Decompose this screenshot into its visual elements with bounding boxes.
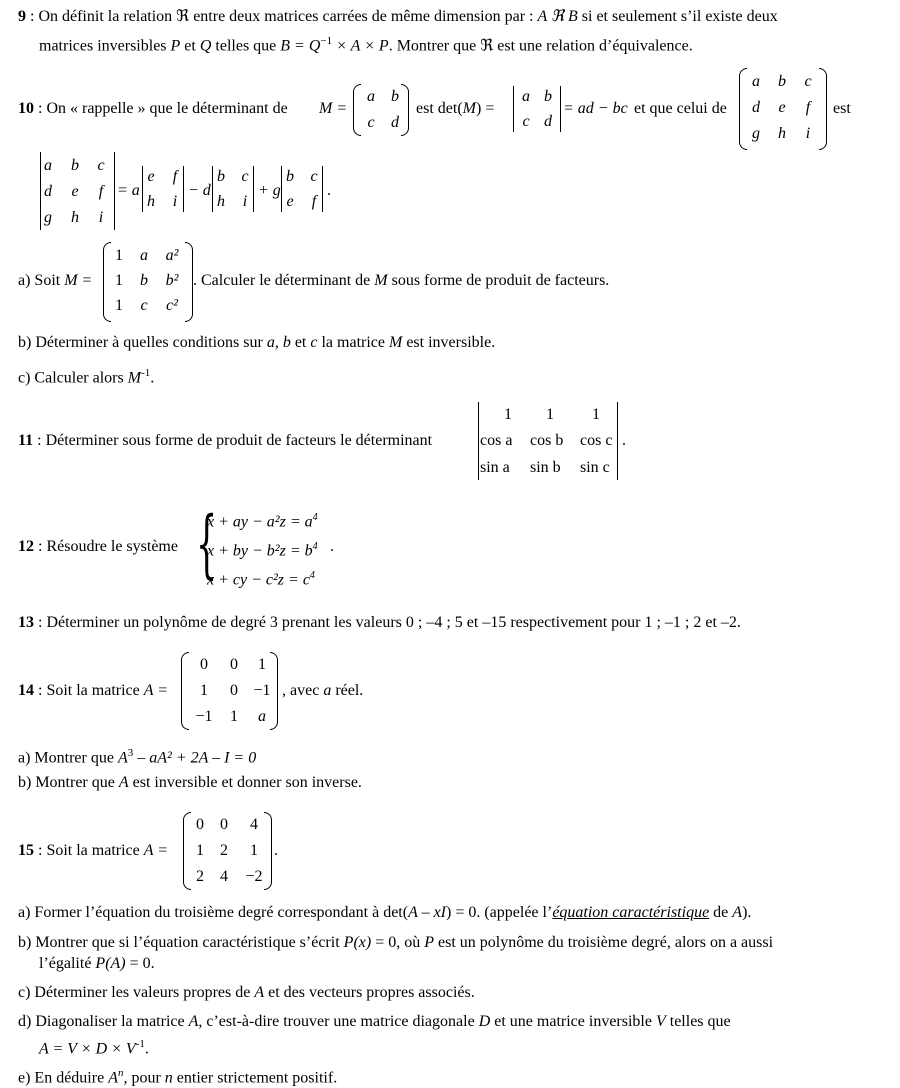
det-formula: = ad − bc xyxy=(563,100,628,117)
question-10b: b) Déterminer à quelles conditions sur a, b et c la matrice M est inversible. xyxy=(18,334,496,351)
punctuation: . xyxy=(274,842,278,859)
exercise-number: 12 xyxy=(18,538,34,555)
system-brace: { xyxy=(196,501,218,587)
minor-1: e f h i xyxy=(142,166,186,214)
exercise-number: 11 xyxy=(18,432,34,449)
question-14a: a) Montrer que $A^3 - aA^2 + 2A - I = 0$ xyxy=(18,747,257,767)
exercise-13: 13 : Déterminer un polynôme de degré 3 prenant les valeurs 0 ; –4 ; 5 et –15 respectivement pour 1 ; –1 ; 2 et –2. xyxy=(18,614,741,631)
exercise-10-intro: 10 : On « rappelle » que le déterminant de xyxy=(18,100,288,117)
text-segment: est xyxy=(833,100,851,117)
exercise-15: 15 : Soit la matrice A = xyxy=(18,842,169,859)
minor-2: b c h i xyxy=(212,166,256,214)
punctuation: . xyxy=(622,432,626,449)
exercise-11: 11 : Déterminer sous forme de produit de facteurs le déterminant xyxy=(18,432,433,449)
matrix-A-15: 0 0 4 1 2 1 2 4 −2 xyxy=(183,812,275,892)
determinant-3x3: a b c d e f g h i xyxy=(40,152,116,232)
exercise-number: 9 xyxy=(18,8,26,25)
expansion-term: − d xyxy=(188,182,211,199)
exercise-12: 12 : Résoudre le système xyxy=(18,538,178,555)
question-10a-tail: . Calculer le déterminant de M sous forme de produit de facteurs. xyxy=(193,272,610,289)
exercise-9-line-2: matrices inversibles P et Q telles que $B = Q^{-1} \times A \times P$. Montrer que ℜ est une relation d’équivalence. xyxy=(39,35,693,55)
question-15c: c) Déterminer les valeurs propres de A et des vecteurs propres associés. xyxy=(18,984,475,1001)
determinant-2x2: a b c d xyxy=(511,86,561,134)
minor-3: b c e f xyxy=(281,166,325,214)
question-15d-line-2: $A = V \times D \times V^{-1}$. xyxy=(39,1038,149,1058)
matrix-M-2x2: a b c d xyxy=(353,84,411,136)
question-15a: a) Former l’équation du troisième degré correspondant à det(A – xI) = 0. (appelée l’équation caractéristique de A). xyxy=(18,904,752,921)
matrix-A-14: 0 0 1 1 0 −1 −1 1 a xyxy=(181,652,281,732)
det-label: est det(M) = xyxy=(416,100,495,117)
question-15e: e) En déduire $A^n$, pour n entier strictement positif. xyxy=(18,1067,338,1087)
exercise-number: 15 xyxy=(18,842,34,859)
punctuation: . xyxy=(327,182,331,199)
expansion-term: = a xyxy=(117,182,140,199)
exercise-number: 10 xyxy=(18,100,34,117)
question-15d-line-1: d) Diagonaliser la matrice A, c’est-à-dire trouver une matrice diagonale D et une matrice inversible V telles que xyxy=(18,1013,731,1030)
question-15b-line-2: l’égalité P(A) = 0. xyxy=(39,955,155,972)
exercise-number: 14 xyxy=(18,682,34,699)
text-segment: et que celui de xyxy=(634,100,727,117)
equation-2: x + by − $b^2z = b^4$ xyxy=(207,541,318,560)
question-10c: c) Calculer alors $M^{-1}$. xyxy=(18,367,155,387)
matrix-3x3-generic: a b c d e f g h i xyxy=(739,68,829,152)
matrix-label-M: M = xyxy=(319,100,348,117)
equation-1: x + ay − $a^2z = a^4$ xyxy=(207,512,318,531)
exercise-9-line-1: 9 : On définit la relation ℜ entre deux matrices carrées de même dimension par : A ℜ B si et seulement s’il existe deux xyxy=(18,8,778,25)
question-15b-line-1: b) Montrer que si l’équation caractéristique s’écrit P(x) = 0, où P est un polynôme du troisième degré, alors on a aussi xyxy=(18,934,774,951)
question-10a: a) Soit M = xyxy=(18,272,93,289)
expansion-term: + g xyxy=(258,182,281,199)
exercise-14-tail: , avec a réel. xyxy=(282,682,364,699)
punctuation: . xyxy=(330,538,334,555)
equation-3: x + cy − $c^2z = c^4$ xyxy=(207,570,315,589)
vandermonde-matrix: 1 a a² 1 b b² 1 c c² xyxy=(103,242,195,324)
question-14b: b) Montrer que A est inversible et donner son inverse. xyxy=(18,774,362,791)
exercise-number: 13 xyxy=(18,614,34,631)
trig-determinant: 1 1 1 cos a cos b cos c sin a sin b sin c xyxy=(476,402,622,484)
exercise-14: 14 : Soit la matrice A = xyxy=(18,682,169,699)
